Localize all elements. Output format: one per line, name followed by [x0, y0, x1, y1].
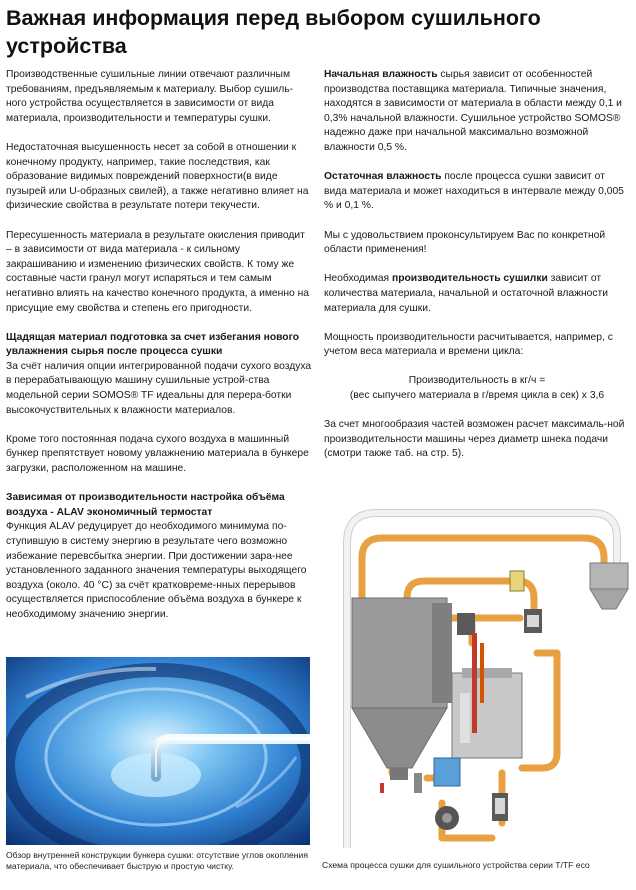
paragraph: Кроме того постоянная подача сухого воздуха в машинный бункер препятствует новому увлажнению материала в бункере загрузки, расположенном на машине.: [6, 433, 309, 475]
paragraph: Пересушенность материала в результате окисления приводит – в зависимости от вида материала - к сильному закрашиванию и изменению физических свойств. К тому же составные части гранул могут испаряться и тем самым негативно влиять на качество конечного продукта, а именно на присущие ему свойства и степень его пригодности.: [6, 229, 310, 314]
paragraph: [324, 272, 630, 316]
right-column: [324, 68, 630, 477]
paragraph: Недостаточная высушенность несет за собой в отношении к конечному продукту, например, такие последствия, как образование видимых повреждений поверхности(в виде пузырей или U-образных свилей), а также негативно влияет на физические свойства в результате потери текучести.: [6, 141, 309, 212]
text: после процесса сушки зависит от вида материала и может находиться в интервале между 0,005 % и 0,1 %.: [324, 171, 624, 212]
diagram-caption: Схема процесса сушки для сушильного устройства серии T/TF eco: [322, 860, 590, 870]
text: Необходимая: [324, 273, 392, 285]
left-column: [6, 68, 312, 623]
text: сырья зависит от особенностей производства поставщика материала. Типичные значения, находятся в зависимости от материала в области между 0,1 и 0,3% начальной влажности. Сушильное устройство SOMOS® надежно даже при начальной максимально возможной влажности 0,5 %.: [324, 69, 622, 153]
page-title: Важная информация перед выбором сушильного устройства: [6, 6, 541, 58]
paragraph: Мощность производительности расчитывается, например, с учетом веса материала и времени цикла:: [324, 331, 613, 358]
section-heading: Щадящая материал подготовка за счет избегания нового увлажнения сырья после процесса сушки: [6, 331, 300, 358]
formula-line: Производительность в кг/ч =: [408, 375, 546, 387]
text: зависит от количества материала, начальной и остаточной влажности материала для сушки.: [324, 273, 608, 314]
paragraph: [324, 170, 630, 214]
paragraph: За счёт наличия опции интегрированной подачи сухого воздуха в перерабатывающую машину сушильные устрой-ства модельной серии SOMOS® TF идеальны для перера-ботки высокочуствительных к влажности материалов.: [6, 360, 312, 416]
formula: [324, 374, 630, 403]
drying-process-diagram: [322, 503, 632, 858]
hopper-interior-photo: [6, 657, 310, 845]
formula-line: (вес сыпучего материала в г/время цикла в сек) x 3,6: [349, 390, 605, 402]
term: Остаточная влажность: [324, 171, 442, 183]
section-heading: Зависимая от производительности настройка объёма воздуха - ALAV экономичный термостат: [6, 492, 285, 518]
section: [6, 491, 312, 622]
paragraph: За счет многообразия частей возможен расчет максималь-ной производительности машины через диаметр шнека подачи (смотри также таб. на стр. 5).: [324, 419, 625, 460]
paragraph: [324, 68, 630, 156]
section: [6, 331, 312, 419]
term: Начальная влажность: [324, 69, 438, 80]
paragraph: Мы с удовольствием проконсультируем Вас по конкретной области применения!: [324, 229, 606, 256]
term: производительность сушилки: [391, 273, 548, 285]
paragraph: Производственные сушильные линии отвечают различным требованиям, предъявляемым к материалу. Выбор сушиль-ного устройства осуществляется в зависимости от вида материала, производительности и температуры сушки.: [6, 69, 294, 124]
paragraph: Функция ALAV редуцирует до необходимого минимума по-ступившую в систему энергию в результате чего возможно избежание перевсбытка энергии. При достижении зара-нее установленного заданного значения температуры выходящего воздуха (около. 40 °C) за счёт кратковреме-нных перерывов осуществляется приспособление объёма воздуха в бункере к необходимому значению энергии.: [6, 521, 307, 620]
photo-caption: Обзор внутренней конструкции бункера сушки: отсутствие углов окопления материала, что обеспечивает быструю и простую чистку.: [6, 850, 308, 871]
